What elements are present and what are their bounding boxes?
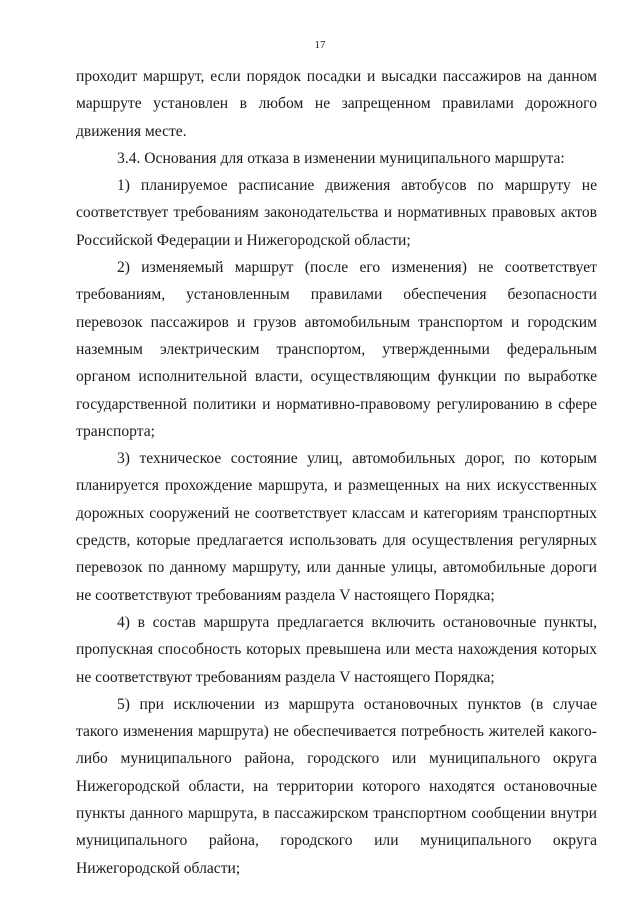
paragraph-section-3-4-heading: 3.4. Основания для отказа в изменении муниципального маршрута: [117, 149, 565, 167]
paragraph-item-1: 1) планируемое расписание движения автобусов по маршруту не соответствует требованиям законодательства и нормативных правовых актов Российской Федерации и Нижегородской области; [76, 177, 597, 249]
paragraph-item-2: 2) изменяемый маршрут (после его изменения) не соответствует требованиям, установленным правилами обеспечения безопасности перевозок пассажиров и грузов автомобильным транспортом и городским наземным электрическим транспортом, утвержденными федеральным органом исполнительной власти, осуществляющим функции по выработке государственной политики и нормативно-правовому регулированию в сфере транспорта; [76, 259, 597, 440]
paragraph-item-4: 4) в состав маршрута предлагается включить остановочные пункты, пропускная способность которых превышена или места нахождения которых не соответствуют требованиям раздела V настоящего Порядка; [76, 613, 597, 686]
paragraph-item-3: 3) техническое состояние улиц, автомобильных дорог, по которым планируется прохождение маршрута, и размещенных на них искусственных дорожных сооружений не соответствует классам и категориям транспортных средств, которые предлагается использовать для осуществления регулярных перевозок по данному маршруту, или данные улицы, автомобильные дороги не соответствуют требованиям раздела V настоящего Порядка; [76, 450, 597, 604]
document-body [76, 63, 597, 882]
page-number: 17 [314, 39, 326, 51]
paragraph-continuation: проходит маршрут, если порядок посадки и высадки пассажиров на данном маршруте установлен в любом не запрещенном правилами дорожного движения месте. [76, 68, 597, 140]
paragraph-item-5: 5) при исключении из маршрута остановочных пунктов (в случае такого изменения маршрута) не обеспечивается потребность жителей какого-либо муниципального района, городского или муниципального округа Нижегородской области, на территории которого находятся остановочные пункты данного маршрута, в пассажирском транспортном сообщении внутри муниципального района, городского или муниципального округа Нижегородской области; [76, 695, 597, 877]
